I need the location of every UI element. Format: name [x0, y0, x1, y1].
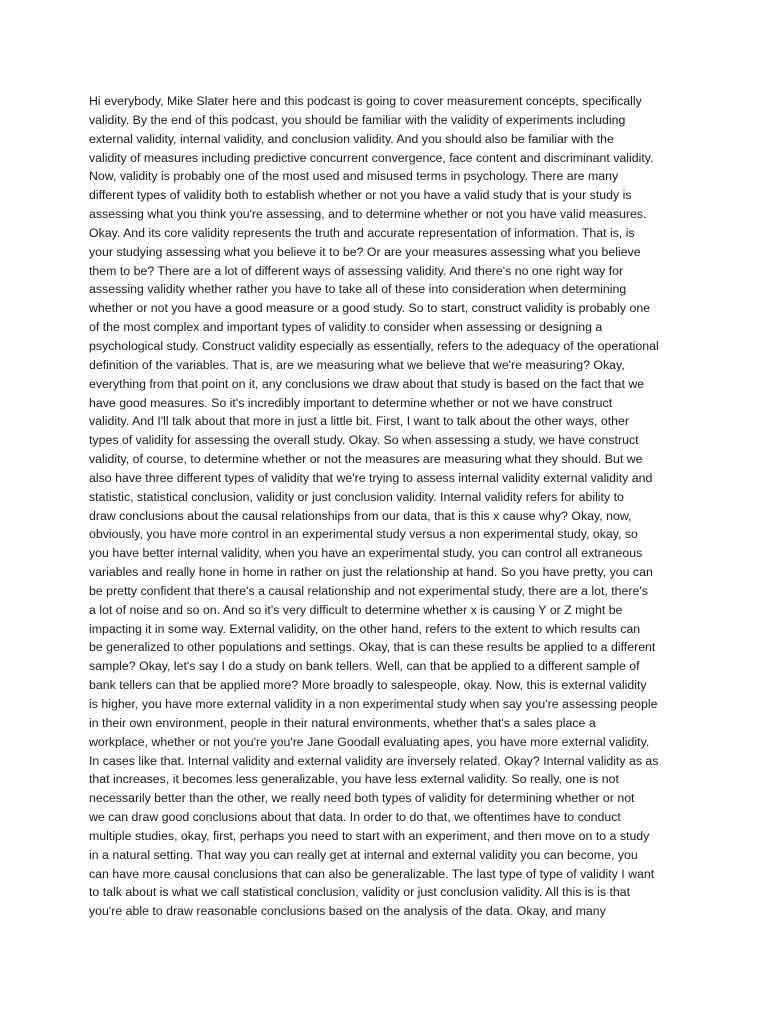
text-line: them to be? There are a lot of different ways of assessing validity. And there's no one right way for [89, 263, 624, 278]
text-line: psychological study. Construct validity especially as essentially, refers to the adequacy of the operational [89, 338, 659, 353]
text-line: validity. By the end of this podcast, you should be familiar with the validity of experiments including [89, 112, 626, 127]
text-line: validity, of course, to determine whether or not the measures are measuring what they should. But we [89, 452, 643, 467]
text-line: have good measures. So it's incredibly important to determine whether or not we have construct [89, 395, 613, 410]
text-line: you have better internal validity, when you have an experimental study, you can control all extraneous [89, 546, 643, 561]
text-line: is higher, you have more external validity in a non experimental study when say you're assessing people [89, 697, 658, 711]
text-line: external validity, internal validity, and conclusion validity. And you should also be familiar with the [89, 131, 614, 146]
text-line: different types of validity both to establish whether or not you have a valid study that is your study is [89, 188, 632, 203]
text-line: In cases like that. Internal validity and external validity are inversely related. Okay? Internal validity as as [89, 753, 659, 768]
text-line: multiple studies, okay, first, perhaps you need to start with an experiment, and then move on to a study [89, 828, 650, 843]
text-line: impacting it in some way. External validity, on the other hand, refers to the extent to which results can [89, 621, 641, 636]
text-line: you're able to draw reasonable conclusions based on the analysis of the data. Okay, and many [89, 904, 606, 919]
text-line: that increases, it becomes less generalizable, you have less external validity. So really, one is not [89, 772, 619, 787]
text-line: in a natural setting. That way you can really get at internal and external validity you can become, you [89, 847, 638, 862]
text-line: be pretty confident that there's a causal relationship and not experimental study, there are a lot, there's [89, 583, 648, 598]
text-line: variables and really hone in home in rather on just the relationship at hand. So you have pretty, you can [89, 565, 653, 580]
text-line: Now, validity is probably one of the most used and misused terms in psychology. There are many [89, 169, 619, 184]
text-line: validity of measures including predictive concurrent convergence, face content and discriminant validity. [89, 150, 654, 165]
text-line: validity. And I'll talk about that more in just a little bit. First, I want to talk about the other ways, other [89, 414, 630, 429]
transcript-body [89, 92, 689, 921]
text-line: workplace, whether or not you're you're Jane Goodall evaluating apes, you have more external validity. [89, 734, 650, 749]
text-line: be generalized to other populations and settings. Okay, that is can these results be applied to a different [89, 640, 656, 655]
text-line: in their own environment, people in their natural environments, whether that's a sales place a [89, 715, 596, 730]
text-line: to talk about is what we call statistical conclusion, validity or just conclusion validity. All this is is that [89, 885, 631, 900]
text-line: statistic, statistical conclusion, validity or just conclusion validity. Internal validity refers for ability to [89, 489, 624, 504]
text-line: sample? Okay, let's say I do a study on bank tellers. Well, can that be applied to a different sample of [89, 659, 640, 674]
text-line: also have three different types of validity that we're trying to assess internal validity external validity and [89, 470, 653, 485]
text-line: Hi everybody, Mike Slater here and this podcast is going to cover measurement concepts, specifically [89, 94, 642, 108]
text-line: assessing validity whether rather you have to take all of these into consideration when determining [89, 282, 627, 297]
text-line: your studying assessing what you believe it to be? Or are your measures assessing what you believe [89, 244, 641, 259]
text-line: can have more causal conclusions that can also be generalizable. The last type of type of validity I want [89, 866, 655, 881]
text-line: necessarily better than the other, we really need both types of validity for determining whether or not [89, 791, 635, 806]
text-line: bank tellers can that be applied more? More broadly to salespeople, okay. Now, this is external validity [89, 678, 647, 693]
text-line: we can draw good conclusions about that data. In order to do that, we oftentimes have to conduct [89, 810, 621, 825]
text-line: draw conclusions about the causal relationships from our data, that is this x cause why? Okay, now, [89, 508, 632, 523]
text-line: obviously, you have more control in an experimental study versus a non experimental study, okay, so [89, 527, 638, 542]
text-line: of the most complex and important types of validity to consider when assessing or designing a [89, 320, 603, 335]
text-line: Okay. And its core validity represents the truth and accurate representation of information. That is, is [89, 225, 635, 240]
text-line: assessing what you think you're assessing, and to determine whether or not you have valid measures. [89, 207, 647, 222]
text-line: definition of the variables. That is, are we measuring what we believe that we're measuring? Okay, [89, 357, 625, 372]
text-line: whether or not you have a good measure or a good study. So to start, construct validity is probably one [89, 301, 651, 316]
text-line: a lot of noise and so on. And so it's very difficult to determine whether x is causing Y or Z might be [89, 602, 623, 617]
text-line: everything from that point on it, any conclusions we draw about that study is based on the fact that we [89, 376, 645, 391]
text-line: types of validity for assessing the overall study. Okay. So when assessing a study, we have construct [89, 433, 639, 448]
